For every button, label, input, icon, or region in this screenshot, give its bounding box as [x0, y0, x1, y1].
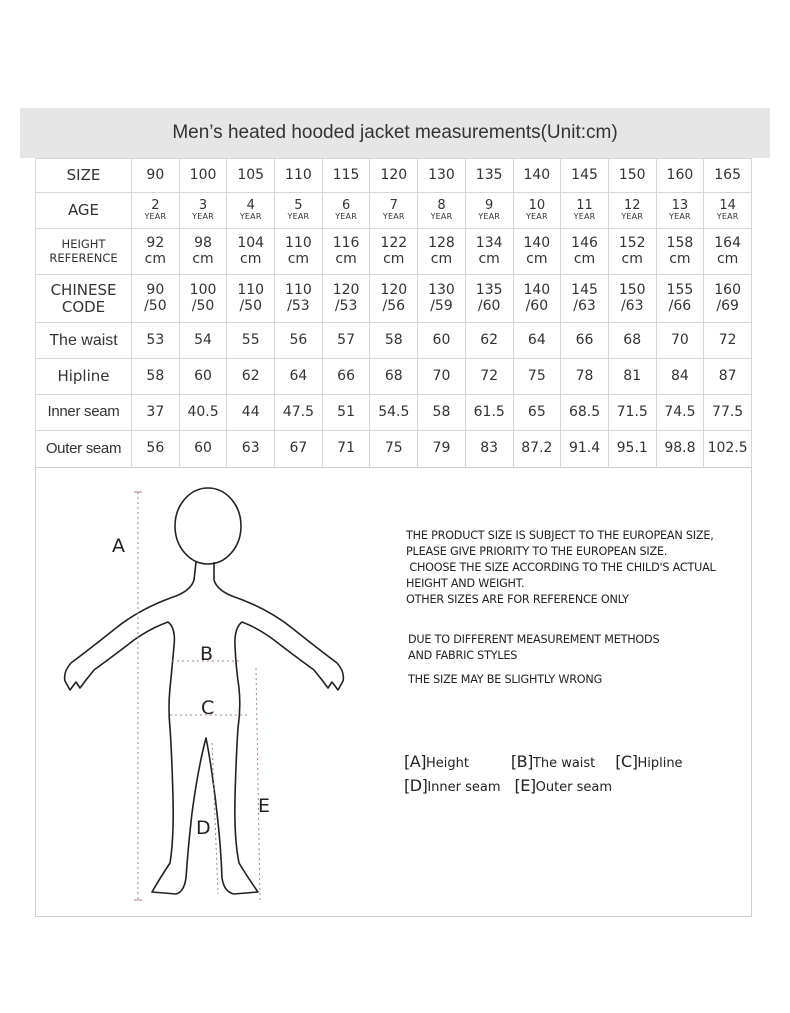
chinese-code-cell [322, 275, 370, 323]
legend-item-outer-seam [515, 775, 613, 799]
inner-seam-cell: 65 [513, 395, 561, 431]
size-warning-paragraph [408, 672, 602, 688]
hipline-cell: 66 [322, 359, 370, 395]
row-label-waist: The waist [36, 323, 132, 359]
legend-text: Hipline [637, 756, 683, 771]
hipline-cell: 81 [608, 359, 656, 395]
height-value: 134 [475, 235, 503, 252]
height-unit: cm [383, 250, 405, 267]
chinese-code-bottom: /69 [716, 297, 739, 314]
outer-seam-cell: 98.8 [656, 431, 704, 468]
chinese-code-cell [513, 275, 561, 323]
waist-cell: 53 [132, 323, 180, 359]
age-cell [656, 193, 704, 229]
legend-row [404, 775, 697, 799]
table-row-outer-seam [36, 431, 752, 468]
measurement-legend [404, 751, 697, 799]
height-cell [418, 229, 466, 275]
chinese-code-top: 140 [523, 282, 551, 299]
chinese-code-cell [561, 275, 609, 323]
legend-key: [A] [404, 752, 426, 771]
age-unit: YEAR [525, 212, 548, 222]
outer-seam-guide-line [256, 668, 260, 900]
height-label-line1: HEIGHT [61, 236, 106, 251]
height-cell [179, 229, 227, 275]
legend-item-hipline [615, 751, 682, 775]
hipline-cell: 84 [656, 359, 704, 395]
age-value: 4 [246, 197, 255, 213]
legend-text: Inner seam [427, 780, 501, 795]
age-cell [275, 193, 323, 229]
waist-cell: 60 [418, 323, 466, 359]
chinese-label-line1: CHINESE [50, 281, 117, 299]
table-row-size [36, 159, 752, 193]
hipline-cell: 72 [465, 359, 513, 395]
age-unit: YEAR [669, 212, 691, 222]
notice-line: THE PRODUCT SIZE IS SUBJECT TO THE EUROPEAN SIZE, [406, 529, 714, 542]
chinese-code-bottom: /60 [477, 297, 501, 314]
age-unit: YEAR [716, 212, 739, 222]
hipline-cell: 62 [227, 359, 275, 395]
label-d: D [196, 817, 211, 839]
outer-seam-cell: 67 [275, 431, 323, 468]
size-cell: 150 [608, 159, 656, 193]
hipline-cell: 58 [132, 359, 180, 395]
age-cell [370, 193, 418, 229]
legend-item-inner-seam [404, 775, 501, 799]
size-cell: 145 [561, 159, 609, 193]
hipline-cell: 78 [561, 359, 609, 395]
size-cell: 160 [656, 159, 704, 193]
chinese-code-cell [418, 275, 466, 323]
size-notice-paragraph [406, 528, 716, 608]
outer-seam-cell: 75 [370, 431, 418, 468]
size-cell: 165 [704, 159, 752, 193]
row-label-hipline: Hipline [36, 359, 132, 395]
age-unit: YEAR [335, 212, 357, 222]
inner-seam-cell: 37 [132, 395, 180, 431]
height-unit: cm [144, 250, 167, 267]
height-unit: cm [573, 250, 596, 267]
chinese-code-bottom: /56 [382, 297, 406, 314]
size-cell: 120 [370, 159, 418, 193]
chinese-code-bottom: /50 [239, 297, 262, 314]
age-value: 11 [576, 197, 593, 213]
chinese-code-bottom: /63 [620, 297, 644, 314]
height-value: 104 [237, 235, 265, 252]
height-value: 92 [146, 235, 165, 252]
age-value: 6 [341, 197, 351, 213]
table-row-height [36, 229, 752, 275]
notice-line: PLEASE GIVE PRIORITY TO THE EUROPEAN SIZE. [406, 545, 668, 558]
legend-text: Height [425, 756, 469, 771]
notice-line: AND FABRIC STYLES [408, 649, 518, 662]
height-cell [227, 229, 275, 275]
age-value: 13 [671, 197, 689, 213]
label-a: A [112, 535, 125, 557]
chinese-code-top: 155 [666, 282, 694, 299]
age-cell [608, 193, 656, 229]
inner-seam-cell: 44 [227, 395, 275, 431]
size-cell: 100 [179, 159, 227, 193]
chinese-code-top: 90 [146, 282, 165, 299]
inner-seam-cell: 77.5 [704, 395, 752, 431]
chinese-code-top: 100 [189, 282, 217, 299]
measurement-diagram-panel [35, 467, 752, 917]
height-unit: cm [192, 250, 214, 267]
chinese-code-cell [275, 275, 323, 323]
age-cell [227, 193, 275, 229]
chinese-code-top: 160 [714, 282, 741, 299]
outer-seam-cell: 91.4 [561, 431, 609, 468]
height-value: 122 [380, 235, 408, 252]
legend-item-height [404, 751, 469, 775]
chinese-code-cell [132, 275, 180, 323]
age-cell [132, 193, 180, 229]
measurement-method-paragraph [408, 632, 659, 664]
inner-seam-cell: 74.5 [656, 395, 704, 431]
page-title: Men’s heated hooded jacket measurements(Unit:cm) [172, 122, 618, 143]
height-value: 140 [523, 235, 551, 252]
age-unit: YEAR [144, 212, 167, 222]
chinese-code-bottom: /63 [573, 297, 596, 314]
inner-seam-cell: 51 [322, 395, 370, 431]
size-chart-table [35, 158, 752, 468]
height-value: 110 [285, 235, 312, 252]
size-cell: 140 [513, 159, 561, 193]
size-cell: 90 [132, 159, 180, 193]
outer-seam-cell: 63 [227, 431, 275, 468]
chinese-code-cell [227, 275, 275, 323]
waist-cell: 54 [179, 323, 227, 359]
hipline-cell: 75 [513, 359, 561, 395]
height-unit: cm [287, 250, 310, 267]
height-unit: cm [240, 250, 262, 267]
table-row-inner-seam [36, 395, 752, 431]
inner-seam-cell: 54.5 [370, 395, 418, 431]
notice-line: OTHER SIZES ARE FOR REFERENCE ONLY [406, 593, 629, 606]
chinese-code-bottom: /50 [144, 297, 167, 314]
waist-cell: 57 [322, 323, 370, 359]
table-row-waist [36, 323, 752, 359]
notice-line: THE SIZE MAY BE SLIGHTLY WRONG [408, 673, 603, 686]
notice-line: CHOOSE THE SIZE ACCORDING TO THE CHILD'S ACTUAL [406, 561, 716, 574]
chinese-code-bottom: /60 [525, 297, 549, 314]
outer-seam-cell: 95.1 [608, 431, 656, 468]
legend-item-waist [511, 751, 595, 775]
size-cell: 135 [465, 159, 513, 193]
chinese-code-top: 145 [571, 282, 598, 299]
waist-cell: 55 [227, 323, 275, 359]
hipline-cell: 87 [704, 359, 752, 395]
notice-line: HEIGHT AND WEIGHT. [406, 577, 525, 590]
chinese-code-top: 110 [285, 282, 312, 299]
age-cell [179, 193, 227, 229]
hipline-cell: 64 [275, 359, 323, 395]
age-cell [465, 193, 513, 229]
age-cell [418, 193, 466, 229]
child-body-outline-icon [36, 468, 396, 916]
row-label-chinese-code [36, 275, 132, 323]
height-value: 158 [666, 235, 694, 252]
height-label-line2: REFERENCE [49, 250, 118, 265]
outer-seam-cell: 102.5 [704, 431, 752, 468]
row-label-outer-seam: Outer seam [36, 431, 132, 468]
size-cell: 105 [227, 159, 275, 193]
age-unit: YEAR [478, 212, 501, 222]
height-unit: cm [669, 250, 691, 267]
age-value: 12 [623, 197, 641, 213]
chinese-code-cell [370, 275, 418, 323]
table-row-chinese-code [36, 275, 752, 323]
chinese-code-bottom: /53 [334, 297, 358, 314]
outer-seam-cell: 83 [465, 431, 513, 468]
inner-seam-cell: 68.5 [561, 395, 609, 431]
table-row-age [36, 193, 752, 229]
height-value: 164 [714, 235, 741, 252]
outer-seam-cell: 87.2 [513, 431, 561, 468]
height-value: 116 [332, 235, 360, 252]
chinese-code-top: 120 [332, 282, 360, 299]
row-label-age: AGE [36, 193, 132, 229]
chinese-code-cell [608, 275, 656, 323]
chinese-code-top: 120 [380, 282, 408, 299]
height-cell [275, 229, 323, 275]
height-value: 146 [571, 235, 598, 252]
outer-seam-cell: 71 [322, 431, 370, 468]
chinese-label-line2: CODE [61, 297, 106, 316]
chinese-code-top: 135 [475, 282, 503, 299]
chinese-code-cell [179, 275, 227, 323]
label-b: B [200, 643, 214, 665]
age-value: 14 [719, 197, 736, 213]
age-value: 2 [151, 197, 160, 213]
chinese-code-top: 150 [618, 282, 646, 299]
outer-seam-cell: 60 [179, 431, 227, 468]
age-value: 7 [389, 197, 398, 213]
age-value: 3 [198, 197, 208, 213]
waist-cell: 56 [275, 323, 323, 359]
row-label-height [36, 229, 132, 275]
height-unit: cm [335, 250, 357, 267]
chinese-code-cell [704, 275, 752, 323]
size-cell: 130 [418, 159, 466, 193]
legend-key: [C] [615, 752, 638, 771]
age-unit: YEAR [192, 212, 214, 222]
inner-seam-cell: 40.5 [179, 395, 227, 431]
inner-seam-cell: 71.5 [608, 395, 656, 431]
outer-seam-cell: 79 [418, 431, 466, 468]
height-cell [608, 229, 656, 275]
waist-cell: 66 [561, 323, 609, 359]
age-unit: YEAR [239, 212, 262, 222]
inner-seam-cell: 61.5 [465, 395, 513, 431]
inner-seam-cell: 58 [418, 395, 466, 431]
age-unit: YEAR [382, 212, 405, 222]
waist-cell: 70 [656, 323, 704, 359]
height-cell [513, 229, 561, 275]
hipline-cell: 70 [418, 359, 466, 395]
height-cell [561, 229, 609, 275]
legend-key: [E] [514, 776, 536, 795]
age-value: 8 [437, 197, 446, 213]
title-bar [20, 108, 770, 158]
chinese-code-bottom: /66 [668, 297, 692, 314]
height-cell [132, 229, 180, 275]
height-cell [370, 229, 418, 275]
height-unit: cm [621, 250, 643, 267]
waist-cell: 62 [465, 323, 513, 359]
chinese-code-cell [656, 275, 704, 323]
chinese-code-bottom: /50 [191, 297, 215, 314]
height-unit: cm [716, 250, 739, 267]
height-cell [704, 229, 752, 275]
height-value: 152 [618, 235, 646, 252]
inner-seam-cell: 47.5 [275, 395, 323, 431]
hipline-cell: 68 [370, 359, 418, 395]
age-cell [322, 193, 370, 229]
legend-text: The waist [532, 756, 596, 771]
waist-cell: 72 [704, 323, 752, 359]
age-cell [704, 193, 752, 229]
height-cell [656, 229, 704, 275]
legend-key: [D] [404, 776, 428, 795]
age-unit: YEAR [287, 212, 310, 222]
row-label-size: SIZE [36, 159, 132, 193]
age-unit: YEAR [430, 212, 453, 222]
height-cell [465, 229, 513, 275]
label-c: C [201, 697, 215, 719]
age-cell [513, 193, 561, 229]
height-cell [322, 229, 370, 275]
height-unit: cm [430, 250, 453, 267]
age-value: 10 [528, 197, 546, 213]
body-outline [65, 562, 344, 894]
chinese-code-top: 110 [237, 282, 265, 299]
legend-row [404, 751, 697, 775]
label-e: E [258, 795, 271, 817]
height-unit: cm [478, 250, 500, 267]
height-value: 98 [194, 235, 212, 252]
chinese-code-cell [465, 275, 513, 323]
chinese-code-bottom: /53 [287, 297, 310, 314]
height-unit: cm [526, 250, 548, 267]
head-outline [175, 488, 241, 564]
chinese-code-top: 130 [428, 282, 455, 299]
waist-cell: 64 [513, 323, 561, 359]
waist-cell: 58 [370, 323, 418, 359]
age-value: 9 [485, 197, 494, 213]
table-row-hipline [36, 359, 752, 395]
legend-text: Outer seam [535, 780, 613, 795]
row-label-inner-seam: Inner seam [36, 395, 132, 431]
legend-key: [B] [510, 752, 533, 771]
age-value: 5 [294, 197, 303, 213]
age-cell [561, 193, 609, 229]
size-cell: 115 [322, 159, 370, 193]
chinese-code-bottom: /59 [430, 297, 453, 314]
outer-seam-cell: 56 [132, 431, 180, 468]
height-value: 128 [428, 235, 455, 252]
size-cell: 110 [275, 159, 323, 193]
age-unit: YEAR [621, 212, 644, 222]
waist-cell: 68 [608, 323, 656, 359]
age-unit: YEAR [573, 212, 596, 222]
hipline-cell: 60 [179, 359, 227, 395]
notice-line: DUE TO DIFFERENT MEASUREMENT METHODS [408, 633, 660, 646]
